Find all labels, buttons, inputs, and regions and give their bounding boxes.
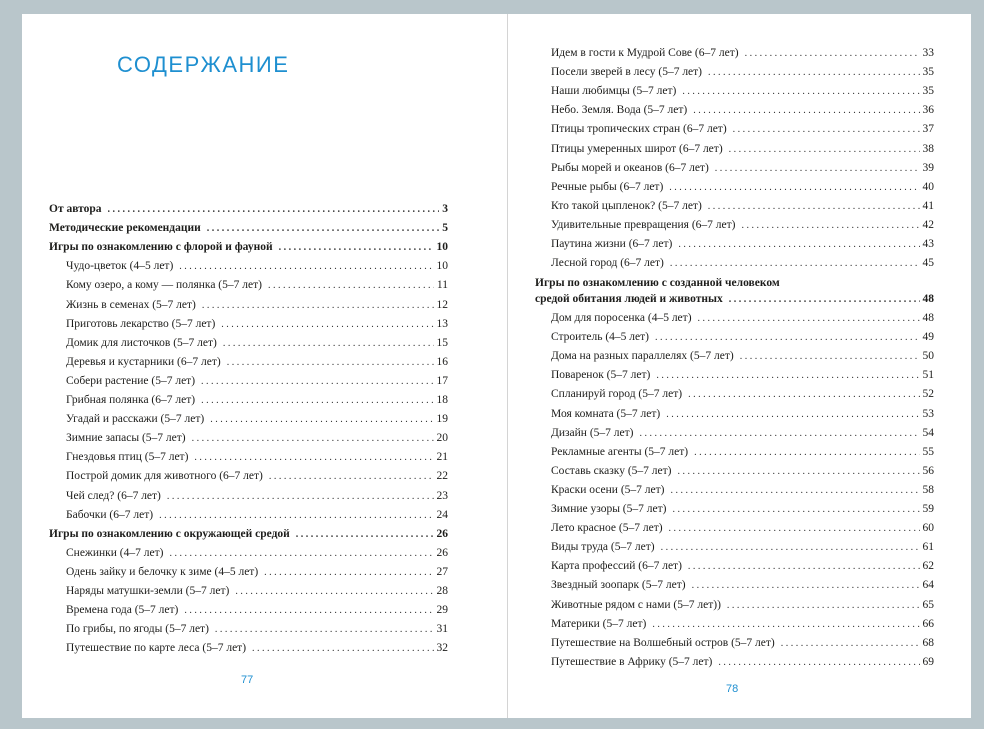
toc-entry <box>66 508 448 523</box>
toc-leader <box>655 331 920 345</box>
toc-leader <box>159 509 433 523</box>
toc-page: 3 <box>442 203 448 215</box>
section-title-line1: Игры по ознакомлению с созданной человеком <box>535 277 780 289</box>
toc-entry <box>66 584 448 599</box>
toc-leader <box>729 293 920 307</box>
toc-title: Рекламные агенты (5–7 лет) <box>551 445 689 458</box>
toc-page: 40 <box>922 180 934 193</box>
toc-page: 37 <box>922 123 934 136</box>
toc-entry <box>551 330 934 345</box>
toc-page: 32 <box>436 642 448 655</box>
toc-title: Путешествие на Волшебный остров (5–7 лет) <box>551 636 775 649</box>
toc-title: Посели зверей в лесу (5–7 лет) <box>551 66 703 79</box>
left-page <box>22 14 508 718</box>
toc-leader <box>296 528 434 542</box>
toc-page: 52 <box>922 388 934 401</box>
section-title-line2: средой обитания людей и животных <box>535 293 723 305</box>
toc-title: Животные рядом с нами (5–7 лет)) <box>551 598 721 611</box>
toc-entry <box>551 142 934 157</box>
toc-leader <box>264 566 433 580</box>
toc-entry <box>551 483 934 498</box>
toc-entry <box>66 298 448 313</box>
toc-page: 49 <box>922 331 934 344</box>
toc-page: 11 <box>436 279 448 292</box>
toc-entry <box>551 368 934 383</box>
toc-title: Путешествие в Африку (5–7 лет) <box>551 655 713 668</box>
toc-title: Звездный зоопарк (5–7 лет) <box>551 579 686 592</box>
toc-entry <box>551 502 934 517</box>
toc-entry <box>49 221 448 236</box>
toc-entry <box>551 237 934 252</box>
toc-page: 68 <box>922 636 934 649</box>
toc-entry <box>551 578 934 593</box>
toc-title: Карта профессий (6–7 лет) <box>551 560 682 573</box>
toc-title: Бабочки (6–7 лет) <box>66 508 154 521</box>
toc-page: 28 <box>436 585 448 597</box>
toc-title: Строитель (4–5 лет) <box>551 331 649 344</box>
toc-page: 64 <box>922 579 934 592</box>
toc-leader <box>682 85 919 99</box>
toc-leader <box>670 257 920 271</box>
toc-title: Идем в гости к Мудрой Сове (6–7 лет) <box>551 47 739 59</box>
toc-title: Дома на разных параллелях (5–7 лет) <box>551 350 734 363</box>
toc-title: Времена года (5–7 лет) <box>66 604 179 617</box>
toc-leader <box>194 451 433 465</box>
toc-title: Спланируй город (5–7 лет) <box>551 388 683 401</box>
section-title-entry <box>535 292 934 307</box>
toc-leader <box>210 413 433 427</box>
toc-title: Деревья и кустарники (6–7 лет) <box>66 355 221 368</box>
toc-entry <box>66 622 448 637</box>
toc-entry <box>551 521 934 536</box>
toc-page: 59 <box>922 503 934 515</box>
toc-leader <box>268 279 434 293</box>
toc-page: 38 <box>922 142 934 155</box>
toc-page: 22 <box>436 470 448 483</box>
toc-entry <box>66 431 448 446</box>
toc-page: 36 <box>922 104 934 117</box>
toc-page: 42 <box>922 218 934 231</box>
toc-page: 26 <box>436 527 448 540</box>
toc-page: 48 <box>922 312 934 324</box>
toc-leader <box>207 222 440 236</box>
toc-title: Чей след? (6–7 лет) <box>66 489 161 502</box>
toc-leader <box>223 337 434 351</box>
toc-title: Зимние запасы (5–7 лет) <box>66 432 186 445</box>
toc-leader <box>215 623 434 637</box>
toc-page: 41 <box>922 199 934 212</box>
toc-leader <box>688 560 920 574</box>
toc-leader <box>221 318 433 332</box>
toc-entry <box>551 122 934 137</box>
toc-page: 58 <box>922 483 934 496</box>
toc-page: 16 <box>436 355 448 368</box>
toc-entry <box>66 565 448 580</box>
toc-entry <box>49 527 448 542</box>
toc-title: Кому озеро, а кому — полянка (5–7 лет) <box>66 279 262 292</box>
toc-entry <box>551 407 934 422</box>
toc-page: 51 <box>922 369 934 382</box>
toc-page: 18 <box>436 394 448 406</box>
toc-leader <box>169 547 433 561</box>
toc-page: 65 <box>922 598 934 611</box>
toc-entry <box>551 387 934 402</box>
toc-title: Материки (5–7 лет) <box>551 617 647 630</box>
toc-page: 54 <box>922 426 934 439</box>
toc-entry <box>66 450 448 465</box>
toc-leader <box>235 585 433 599</box>
toc-title: По грибы, по ягоды (5–7 лет) <box>66 623 209 636</box>
toc-entry <box>66 603 448 618</box>
toc-leader <box>252 642 433 656</box>
toc-title: Краски осени (5–7 лет) <box>551 483 665 496</box>
toc-entry <box>66 336 448 351</box>
toc-entry <box>551 65 934 80</box>
toc-page: 19 <box>436 413 448 426</box>
toc-page: 35 <box>922 85 934 98</box>
toc-leader <box>652 618 919 632</box>
toc-title: Поваренок (5–7 лет) <box>551 369 651 382</box>
toc-entry <box>551 180 934 195</box>
toc-leader <box>192 432 434 446</box>
toc-page: 15 <box>436 336 448 349</box>
toc-entry <box>551 218 934 233</box>
toc-leader <box>708 200 920 214</box>
toc-leader <box>718 656 919 670</box>
toc-entry <box>551 636 934 651</box>
toc-page: 13 <box>436 317 448 330</box>
toc-leader <box>656 369 919 383</box>
toc-leader <box>639 427 919 441</box>
toc-leader <box>740 350 920 364</box>
toc-leader <box>715 162 920 176</box>
toc-entry <box>551 349 934 364</box>
toc-title: Птицы тропических стран (6–7 лет) <box>551 123 727 136</box>
toc-leader <box>708 66 919 80</box>
toc-entry <box>66 317 448 332</box>
toc-page: 23 <box>436 489 448 502</box>
toc-page: 69 <box>922 655 934 668</box>
toc-leader <box>167 490 434 504</box>
toc-page: 61 <box>922 541 934 554</box>
toc-leader <box>669 522 920 536</box>
toc-title: Гнездовья птиц (5–7 лет) <box>66 451 189 464</box>
toc-leader <box>688 388 919 402</box>
toc-title: Составь сказку (5–7 лет) <box>551 464 672 477</box>
toc-leader <box>279 241 434 255</box>
toc-entry <box>66 641 448 656</box>
toc-leader <box>108 203 440 217</box>
toc-title: Одень зайку и белочку к зиме (4–5 лет) <box>66 565 259 578</box>
toc-page: 17 <box>436 374 448 387</box>
toc-title: Игры по ознакомлению с флорой и фауной <box>49 241 273 254</box>
toc-title: Наряды матушки-земли (5–7 лет) <box>66 585 230 597</box>
toc-leader <box>201 375 433 389</box>
toc-title: Построй домик для животного (6–7 лет) <box>66 470 263 483</box>
toc-page: 5 <box>442 222 448 235</box>
toc-leader <box>670 484 919 498</box>
toc-title: Путешествие по карте леса (5–7 лет) <box>66 642 247 655</box>
toc-title: Собери растение (5–7 лет) <box>66 374 196 387</box>
toc-page: 39 <box>922 161 934 174</box>
toc-page: 27 <box>436 565 448 578</box>
toc-title: Рыбы морей и океанов (6–7 лет) <box>551 161 709 174</box>
toc-leader <box>179 260 433 274</box>
toc-page: 60 <box>922 522 934 535</box>
toc-title: Птицы умеренных широт (6–7 лет) <box>551 142 723 155</box>
toc-entry <box>551 256 934 271</box>
toc-leader <box>672 503 919 517</box>
toc-page: 10 <box>436 260 448 273</box>
toc-leader <box>669 181 919 195</box>
toc-leader <box>678 465 920 479</box>
toc-page: 35 <box>922 66 934 79</box>
toc-page: 55 <box>922 445 934 458</box>
toc-entry <box>66 374 448 389</box>
toc-title: Игры по ознакомлению с окружающей средой <box>49 527 290 540</box>
toc-title: Дом для поросенка (4–5 лет) <box>551 312 692 324</box>
toc-title: Снежинки (4–7 лет) <box>66 546 164 559</box>
toc-entry <box>551 199 934 214</box>
toc-entry <box>66 469 448 484</box>
toc-entry <box>66 489 448 504</box>
toc-leader <box>781 637 920 651</box>
toc-entry <box>66 259 448 274</box>
toc-title: Кто такой цыпленок? (5–7 лет) <box>551 199 702 212</box>
toc-page: 10 <box>436 241 448 254</box>
toc-title: Удивительные превращения (6–7 лет) <box>551 218 736 231</box>
toc-entry <box>551 540 934 555</box>
toc-page: 53 <box>922 407 934 420</box>
toc-entry <box>551 311 934 326</box>
page-number-right: 78 <box>726 683 739 695</box>
toc-entry <box>66 412 448 427</box>
toc-leader <box>694 446 919 460</box>
toc-entry <box>551 464 934 479</box>
toc-page: 43 <box>922 238 934 250</box>
toc-entry <box>551 161 934 176</box>
toc-leader <box>661 541 920 555</box>
toc-leader <box>227 356 434 370</box>
toc-title: Наши любимцы (5–7 лет) <box>551 85 677 98</box>
toc-entry <box>66 546 448 561</box>
toc-page: 26 <box>436 546 448 559</box>
toc-title: Моя комната (5–7 лет) <box>551 407 661 420</box>
toc-title: Виды труда (5–7 лет) <box>551 541 655 554</box>
toc-entry <box>551 598 934 613</box>
toc-title: Домик для листочков (5–7 лет) <box>66 336 217 349</box>
toc-entry <box>551 559 934 574</box>
toc-entry <box>551 103 934 118</box>
toc-title: Речные рыбы (6–7 лет) <box>551 180 664 193</box>
toc-title: Жизнь в семенах (5–7 лет) <box>66 298 196 311</box>
toc-title: Лесной город (6–7 лет) <box>551 257 664 270</box>
toc-entry <box>66 278 448 293</box>
toc-title: Зимние узоры (5–7 лет) <box>551 503 667 515</box>
toc-page: 50 <box>922 350 934 363</box>
toc-leader <box>733 123 920 137</box>
toc-entry <box>66 355 448 370</box>
toc-entry <box>49 202 448 217</box>
toc-title: От автора <box>49 203 102 215</box>
toc-title: Приготовь лекарство (5–7 лет) <box>66 317 216 330</box>
toc-page: 12 <box>436 298 448 311</box>
toc-leader <box>678 238 919 252</box>
toc-entry <box>551 426 934 441</box>
toc-title: Угадай и расскажи (5–7 лет) <box>66 413 205 426</box>
toc-title: Паутина жизни (6–7 лет) <box>551 238 673 250</box>
toc-heading: СОДЕРЖАНИЕ <box>117 52 290 77</box>
toc-leader <box>666 408 919 422</box>
toc-page: 21 <box>436 451 448 464</box>
toc-entry <box>551 84 934 99</box>
toc-leader <box>269 470 434 484</box>
toc-entry <box>551 445 934 460</box>
toc-title: Чудо-цветок (4–5 лет) <box>66 260 174 273</box>
toc-leader <box>729 143 920 157</box>
toc-leader <box>745 47 920 61</box>
toc-page: 62 <box>922 560 934 573</box>
toc-page: 29 <box>436 604 448 617</box>
toc-leader <box>202 299 434 313</box>
toc-leader <box>741 219 919 233</box>
toc-title: Грибная полянка (6–7 лет) <box>66 394 196 406</box>
toc-leader <box>698 312 920 326</box>
toc-leader <box>201 394 433 408</box>
toc-entry <box>551 46 934 61</box>
page-number-left: 77 <box>241 674 254 686</box>
toc-title: Небо. Земля. Вода (5–7 лет) <box>551 104 688 117</box>
toc-page: 48 <box>922 293 934 305</box>
toc-leader <box>184 604 433 618</box>
toc-page: 66 <box>922 617 934 630</box>
toc-entry <box>551 655 934 670</box>
toc-page: 24 <box>436 508 448 521</box>
toc-title: Лето красное (5–7 лет) <box>551 522 663 535</box>
right-page <box>508 14 971 718</box>
toc-leader <box>693 104 919 118</box>
toc-entry <box>66 393 448 408</box>
toc-title: Дизайн (5–7 лет) <box>551 426 634 439</box>
toc-page: 20 <box>436 432 448 445</box>
toc-entry <box>49 240 448 255</box>
toc-page: 31 <box>436 623 448 636</box>
toc-page: 56 <box>922 464 934 477</box>
toc-entry <box>551 617 934 632</box>
toc-title: Методические рекомендации <box>49 222 201 235</box>
toc-page: 45 <box>922 257 934 270</box>
toc-leader <box>692 579 920 593</box>
toc-page: 33 <box>922 47 934 59</box>
toc-leader <box>727 599 920 613</box>
